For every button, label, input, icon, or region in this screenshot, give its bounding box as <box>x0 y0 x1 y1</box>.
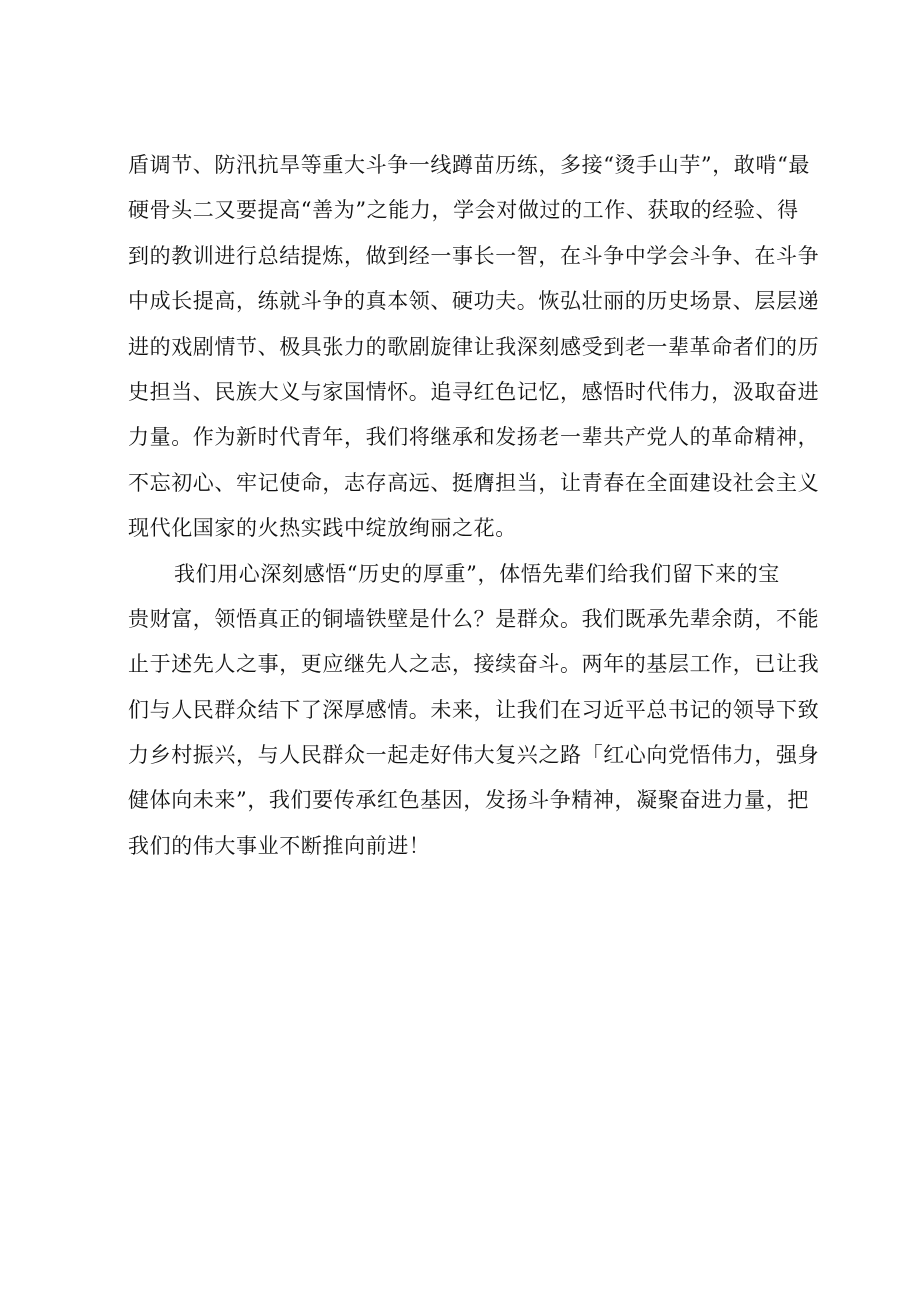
paragraph-1 <box>128 143 820 552</box>
text-line: 到的教训进行总结提炼，做到经一事长一智，在斗争中学会斗争、在斗争 <box>128 243 820 268</box>
document-body <box>128 143 820 869</box>
text-line: 中成长提高，练就斗争的真本领、硬功夫。恢弘壮丽的历史场景、层层递 <box>128 289 820 314</box>
text-line: 健体向未来”，我们要传承红色基因，发扬斗争精神，凝聚奋进力量，把 <box>128 788 809 813</box>
paragraph-2 <box>128 552 820 870</box>
text-line: 们与人民群众结下了深厚感情。未来，让我们在习近平总书记的领导下致 <box>128 697 820 722</box>
text-line: 史担当、民族大义与家国情怀。追寻红色记忆，感悟时代伟力，汲取奋进 <box>128 379 820 404</box>
text-line: 力乡村振兴，与人民群众一起走好伟大复兴之路「红心向党悟伟力，强身 <box>128 743 820 768</box>
text-line: 不忘初心、牢记使命，志存高远、挺膺担当，让青春在全面建设社会主义 <box>128 470 820 495</box>
text-line: 止于述先人之事，更应继先人之志，接续奋斗。两年的基层工作，已让我 <box>128 652 820 677</box>
text-line: 贵财富，领悟真正的铜墙铁壁是什么？是群众。我们既承先辈余荫，不能 <box>128 606 820 631</box>
text-line: 现代化国家的火热实践中绽放绚丽之花。 <box>128 516 517 541</box>
text-line: 进的戏剧情节、极具张力的歌剧旋律让我深刻感受到老一辈革命者们的历 <box>128 334 820 359</box>
text-line: 我们的伟大事业不断推向前进！ <box>128 833 431 858</box>
text-line: 力量。作为新时代青年，我们将继承和发扬老一辈共产党人的革命精神， <box>128 425 820 450</box>
text-line: 硬骨头二又要提高“善为”之能力，学会对做过的工作、获取的经验、得 <box>128 198 799 223</box>
text-line: 盾调节、防汛抗旱等重大斗争一线蹲苗历练，多接“烫手山芋”，敢啃“最 <box>128 153 811 177</box>
text-line: 我们用心深刻感悟“历史的厚重”，体悟先辈们给我们留下来的宝 <box>174 561 780 586</box>
